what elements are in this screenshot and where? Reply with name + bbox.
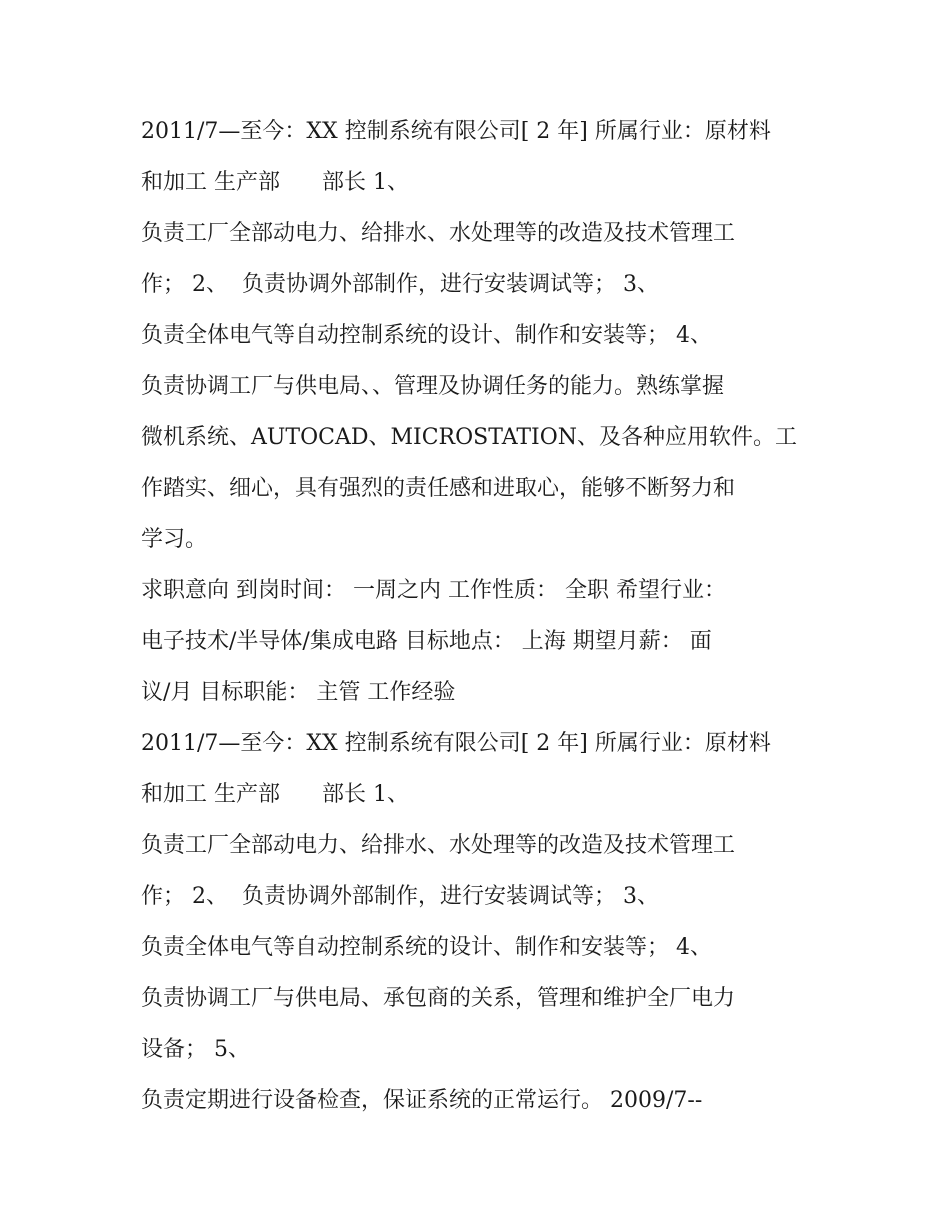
text-line: 作踏实、细心，具有强烈的责任感和进取心，能够不断努力和 [141, 476, 736, 501]
text-line: 电子技术/半导体/集成电路 目标地点： 上海 期望月薪： 面 [141, 629, 712, 654]
text-line: 2011/7—至今：XX 控制系统有限公司[ 2 年] 所属行业：原材料 [141, 731, 771, 756]
text-line: 和加工 生产部 部长 1、 [141, 170, 409, 195]
text-line: 求职意向 到岗时间： 一周之内 工作性质： 全职 希望行业： [141, 578, 726, 603]
text-line: 负责工厂全部动电力、给排水、水处理等的改造及技术管理工 [141, 221, 736, 246]
text-line: 负责全体电气等自动控制系统的设计、制作和安装等； 4、 [141, 323, 712, 348]
text-line: 负责工厂全部动电力、给排水、水处理等的改造及技术管理工 [141, 833, 736, 858]
text-line: 设备； 5、 [141, 1037, 250, 1062]
text-line: 负责全体电气等自动控制系统的设计、制作和安装等； 4、 [141, 935, 712, 960]
text-line: 学习。 [141, 527, 208, 552]
text-line: 负责协调工厂与供电局、承包商的关系，管理和维护全厂电力 [141, 986, 736, 1011]
text-line: 微机系统、AUTOCAD、MICROSTATION、及各种应用软件。工 [141, 425, 798, 450]
text-line: 作； 2、 负责协调外部制作，进行安装调试等； 3、 [141, 272, 659, 297]
text-line: 作； 2、 负责协调外部制作，进行安装调试等； 3、 [141, 884, 659, 909]
text-line: 2011/7—至今：XX 控制系统有限公司[ 2 年] 所属行业：原材料 [141, 119, 771, 144]
text-line: 负责协调工厂与供电局、、管理及协调任务的能力。熟练掌握 [141, 374, 725, 399]
document-body [141, 106, 821, 1126]
text-line: 和加工 生产部 部长 1、 [141, 782, 409, 807]
text-line: 议/月 目标职能： 主管 工作经验 [141, 680, 456, 705]
text-line: 负责定期进行设备检查，保证系统的正常运行。 2009/7-- [141, 1088, 703, 1113]
